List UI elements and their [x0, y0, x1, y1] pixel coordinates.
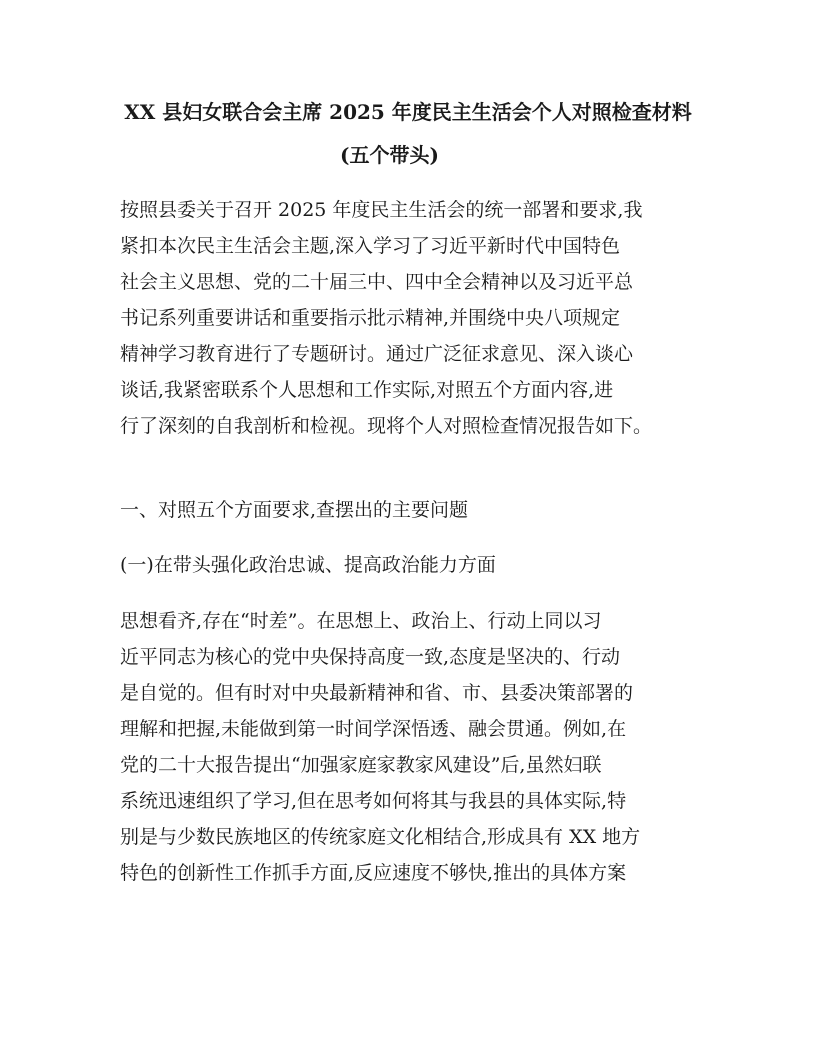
- paragraph-line: 党的二十大报告提出“加强家庭家教家风建设”后,虽然妇联: [120, 754, 602, 776]
- paragraph-line: 精神学习教育进行了专题研讨。通过广泛征求意见、深入谈心: [120, 343, 634, 365]
- section-heading-text: 一、对照五个方面要求,查摆出的主要问题: [120, 499, 469, 521]
- paragraph-line: 别是与少数民族地区的传统家庭文化相结合,形成具有 XX 地方: [120, 826, 641, 848]
- paragraph-line: 行了深刻的自我剖析和检视。现将个人对照检查情况报告如下。: [120, 415, 653, 437]
- document-title: XX 县妇女联合会主席 2025 年度民主生活会个人对照检查材料: [124, 100, 692, 124]
- paragraph-line: 特色的创新性工作抓手方面,反应速度不够快,推出的具体方案: [120, 862, 627, 884]
- paragraph-line: 是自觉的。但有时对中央最新精神和省、市、县委决策部署的: [120, 682, 634, 704]
- paragraph-line: 系统迅速组织了学习,但在思考如何将其与我县的具体实际,特: [120, 790, 627, 812]
- document-subtitle: (五个带头): [340, 143, 439, 167]
- intro-paragraph: [120, 192, 720, 444]
- paragraph-line: 近平同志为核心的党中央保持高度一致,态度是坚决的、行动: [120, 646, 621, 668]
- paragraph-line: 书记系列重要讲话和重要指示批示精神,并围绕中央八项规定: [120, 307, 621, 329]
- section-heading: [120, 492, 720, 528]
- paragraph-line: 理解和把握,未能做到第一时间学深悟透、融会贯通。例如,在: [120, 718, 627, 740]
- paragraph-line: 谈话,我紧密联系个人思想和工作实际,对照五个方面内容,进: [120, 379, 614, 401]
- paragraph-line: 思想看齐,存在“时差”。在思想上、政治上、行动上同以习: [120, 610, 602, 632]
- paragraph-line: 按照县委关于召开 2025 年度民主生活会的统一部署和要求,我: [120, 199, 643, 221]
- subsection-heading-text: (一)在带头强化政治忠诚、提高政治能力方面: [120, 554, 496, 576]
- paragraph-line: 紧扣本次民主生活会主题,深入学习了习近平新时代中国特色: [120, 235, 621, 257]
- subsection-heading: [120, 547, 720, 583]
- paragraph-line: 社会主义思想、党的二十届三中、四中全会精神以及习近平总: [120, 271, 634, 293]
- body-paragraph: [120, 603, 720, 891]
